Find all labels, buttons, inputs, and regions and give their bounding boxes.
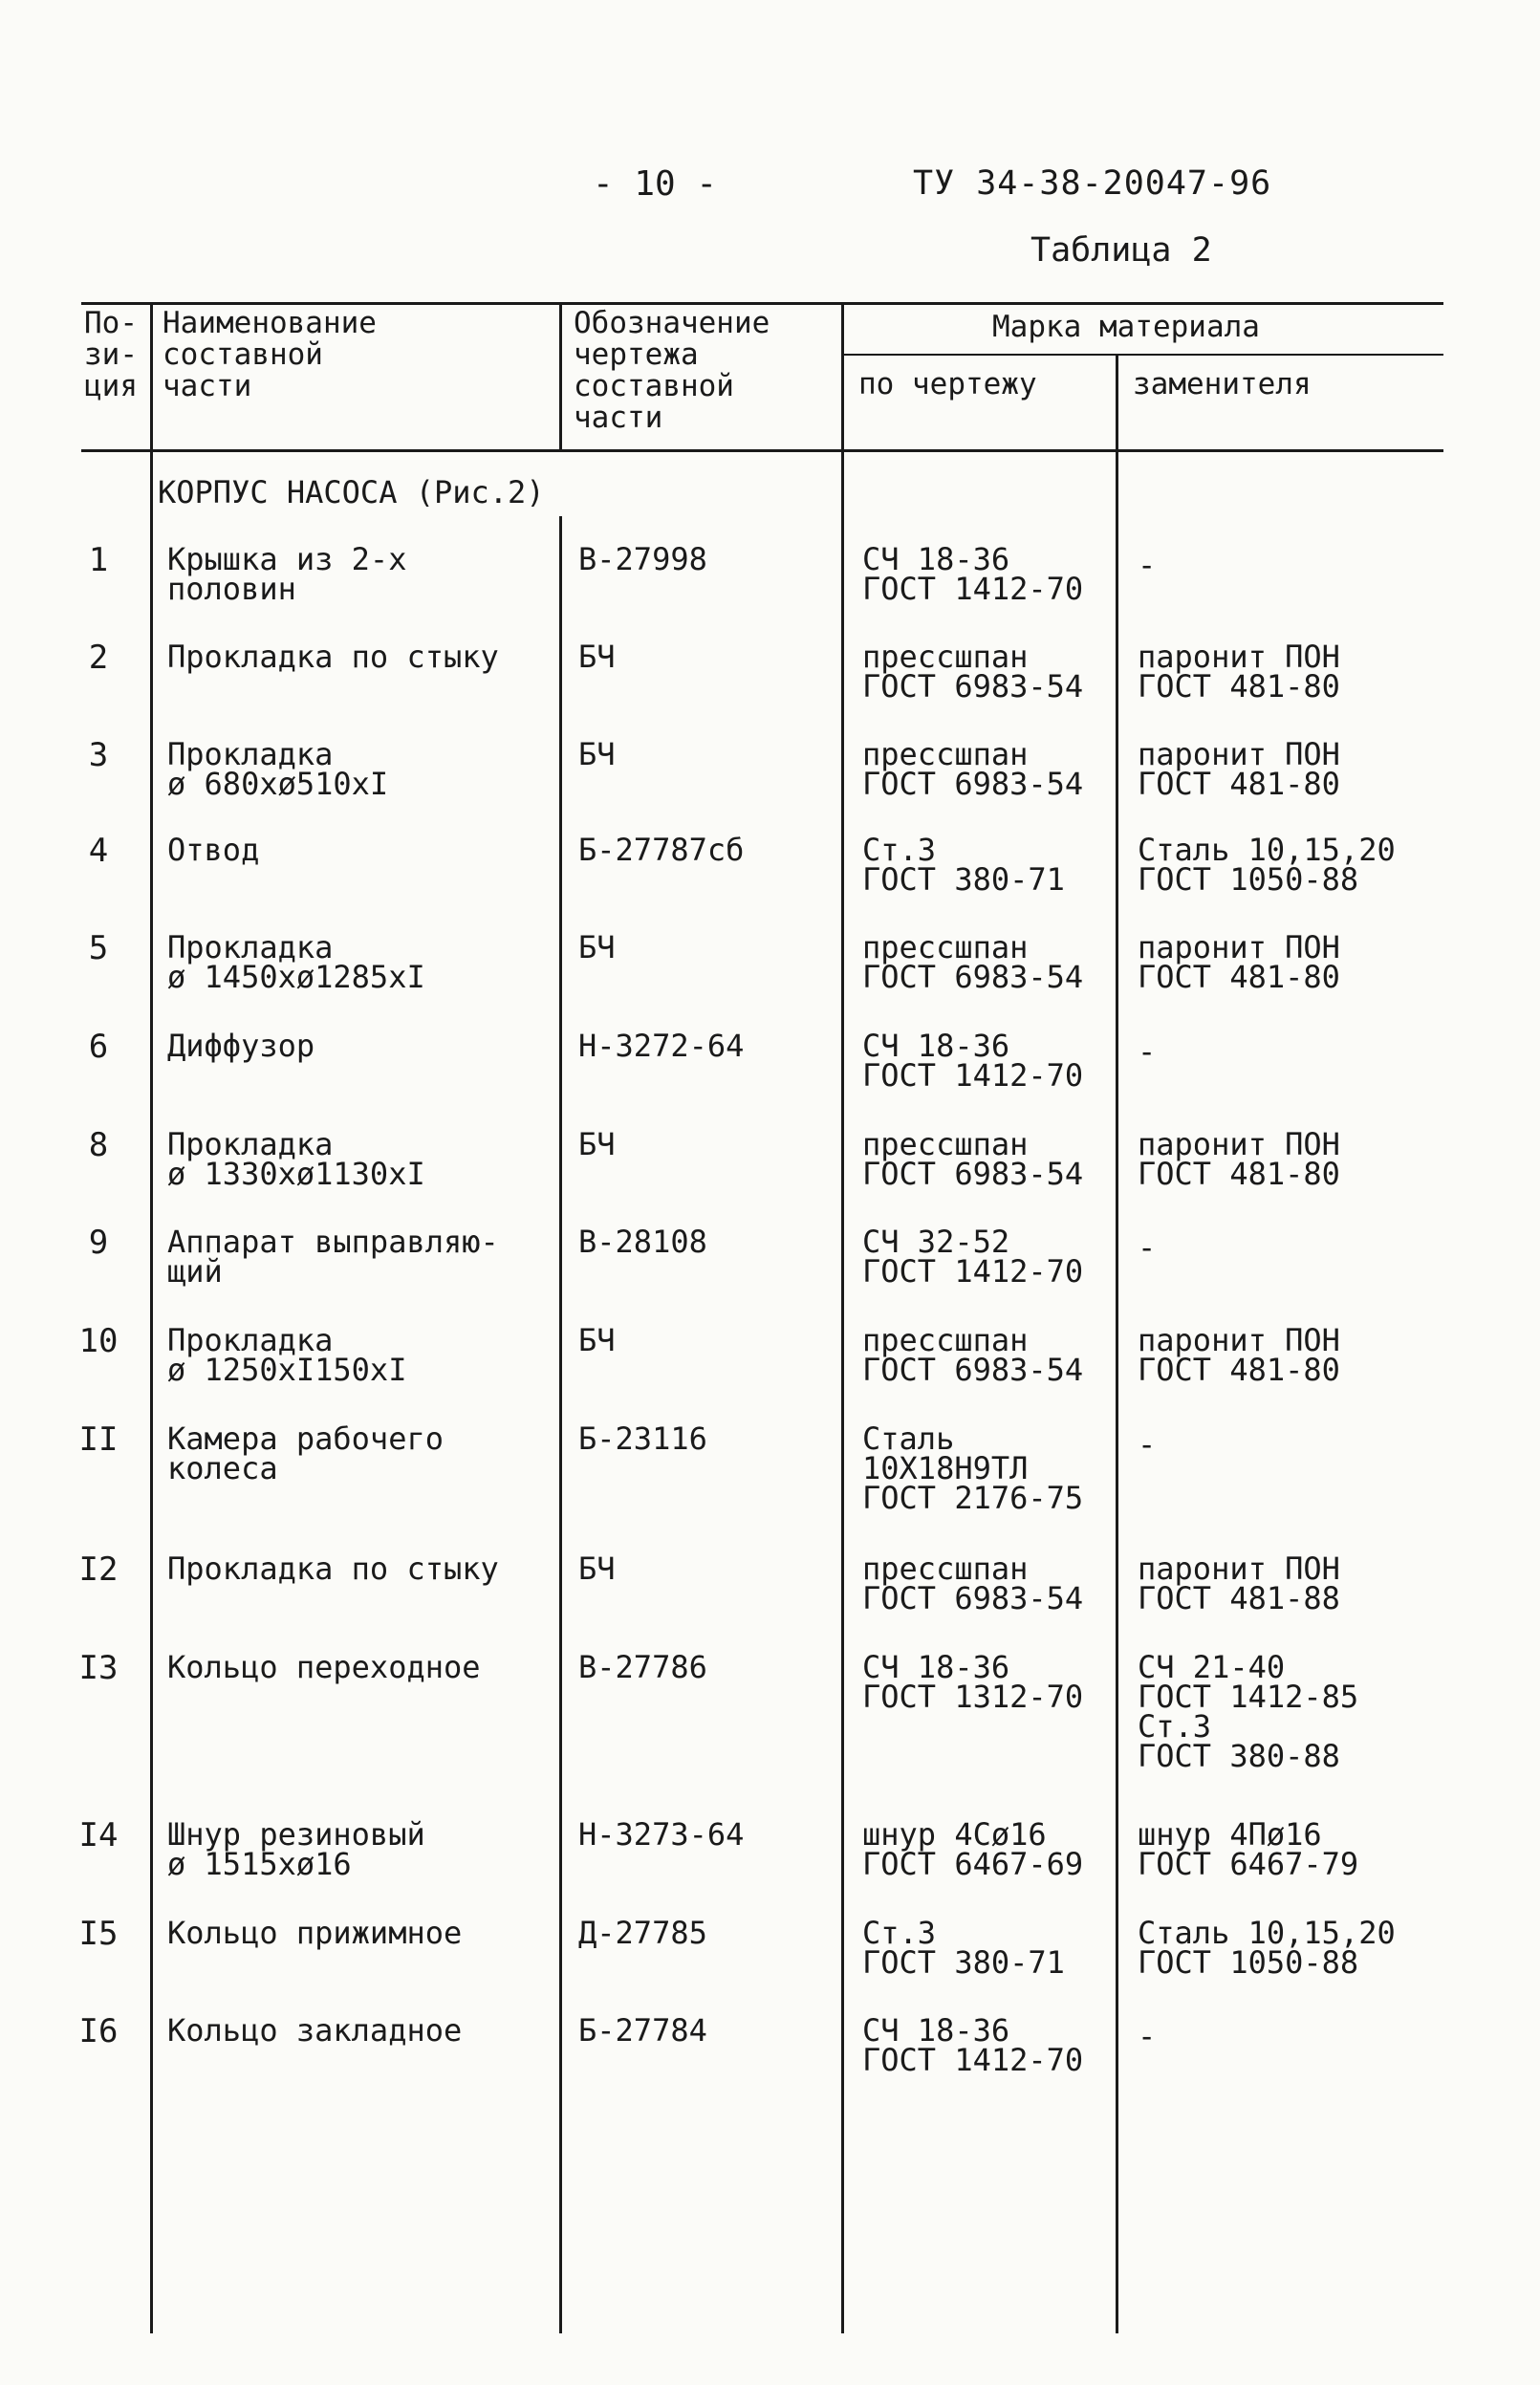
row-material: прессшпан ГОСТ 6983-54 bbox=[862, 639, 1084, 705]
row-name: Диффузор bbox=[167, 1028, 315, 1064]
row-position: I4 bbox=[78, 1816, 119, 1854]
header-substitute: заменителя bbox=[1133, 367, 1312, 401]
row-drawing: БЧ bbox=[578, 736, 616, 772]
row-substitute: Сталь 10,15,20 ГОСТ 1050-88 bbox=[1138, 1915, 1396, 1981]
row-substitute: - bbox=[1138, 547, 1157, 583]
row-substitute: паронит ПОН ГОСТ 481-80 bbox=[1138, 929, 1340, 995]
row-drawing: БЧ bbox=[578, 1550, 616, 1587]
row-drawing: БЧ bbox=[578, 929, 616, 965]
row-drawing: Б-27784 bbox=[578, 2012, 707, 2049]
row-name: Прокладка ø 1450xø1285xI bbox=[167, 929, 425, 995]
row-material: шнур 4Сø16 ГОСТ 6467-69 bbox=[862, 1816, 1084, 1882]
row-material: прессшпан ГОСТ 6983-54 bbox=[862, 1126, 1084, 1192]
row-substitute: паронит ПОН ГОСТ 481-88 bbox=[1138, 1550, 1340, 1616]
section-title: КОРПУС НАСОСА (Рис.2) bbox=[158, 474, 545, 510]
row-substitute: шнур 4Пø16 ГОСТ 6467-79 bbox=[1138, 1816, 1359, 1882]
row-drawing: Б-27787сб bbox=[578, 832, 745, 868]
row-material: СЧ 18-36 ГОСТ 1412-70 bbox=[862, 2012, 1084, 2078]
row-material: Ст.3 ГОСТ 380-71 bbox=[862, 832, 1065, 898]
row-substitute: - bbox=[1138, 2018, 1157, 2054]
row-drawing: Н-3272-64 bbox=[578, 1028, 745, 1064]
row-position: 1 bbox=[88, 541, 109, 579]
header-position: По- зи- ция bbox=[84, 306, 138, 403]
row-drawing: БЧ bbox=[578, 639, 616, 675]
row-material: СЧ 18-36 ГОСТ 1412-70 bbox=[862, 541, 1084, 607]
row-substitute: - bbox=[1138, 1229, 1157, 1266]
column-divider-3 bbox=[841, 302, 844, 2333]
row-drawing: В-28108 bbox=[578, 1224, 707, 1260]
row-name: Крышка из 2-х половин bbox=[167, 541, 407, 607]
row-material: СЧ 18-36 ГОСТ 1312-70 bbox=[862, 1649, 1084, 1715]
row-name: Аппарат выправляю- щий bbox=[167, 1224, 499, 1290]
row-material: прессшпан ГОСТ 6983-54 bbox=[862, 736, 1084, 802]
row-position: I5 bbox=[78, 1915, 119, 1953]
row-name: Прокладка ø 680xø510xI bbox=[167, 736, 389, 802]
column-divider-2 bbox=[559, 302, 562, 449]
row-material: прессшпан ГОСТ 6983-54 bbox=[862, 1322, 1084, 1388]
row-drawing: Б-23116 bbox=[578, 1420, 707, 1457]
row-position: II bbox=[78, 1420, 119, 1459]
row-name: Кольцо прижимное bbox=[167, 1915, 463, 1951]
row-drawing: БЧ bbox=[578, 1322, 616, 1358]
column-divider-2-body bbox=[559, 516, 562, 2333]
row-substitute: паронит ПОН ГОСТ 481-80 bbox=[1138, 1322, 1340, 1388]
row-material: прессшпан ГОСТ 6983-54 bbox=[862, 929, 1084, 995]
row-material: Ст.3 ГОСТ 380-71 bbox=[862, 1915, 1065, 1981]
header-by-drawing: по чертежу bbox=[858, 367, 1037, 401]
row-drawing: Д-27785 bbox=[578, 1915, 707, 1951]
table-top-border bbox=[81, 302, 1443, 305]
row-drawing: В-27786 bbox=[578, 1649, 707, 1685]
row-position: 10 bbox=[78, 1322, 119, 1360]
row-position: I2 bbox=[78, 1550, 119, 1589]
header-material: Марка материала bbox=[992, 310, 1260, 344]
row-material: Сталь 10Х18Н9ТЛ ГОСТ 2176-75 bbox=[862, 1420, 1084, 1516]
row-name: Прокладка по стыку bbox=[167, 1550, 499, 1587]
table-title: Таблица 2 bbox=[1030, 231, 1212, 270]
row-name: Отвод bbox=[167, 832, 260, 868]
row-name: Прокладка ø 1330xø1130xI bbox=[167, 1126, 425, 1192]
document-code: ТУ 34-38-20047-96 bbox=[913, 164, 1272, 203]
row-drawing: БЧ bbox=[578, 1126, 616, 1162]
row-substitute: - bbox=[1138, 1033, 1157, 1070]
row-name: Прокладка ø 1250xI150xI bbox=[167, 1322, 407, 1388]
header-bottom-border bbox=[81, 449, 1443, 452]
row-position: I3 bbox=[78, 1649, 119, 1687]
row-position: 5 bbox=[88, 929, 109, 967]
row-position: 6 bbox=[88, 1028, 109, 1066]
row-position: 4 bbox=[88, 832, 109, 870]
row-substitute: паронит ПОН ГОСТ 481-80 bbox=[1138, 736, 1340, 802]
row-position: 8 bbox=[88, 1126, 109, 1164]
row-position: 2 bbox=[88, 639, 109, 677]
row-name: Кольцо закладное bbox=[167, 2012, 463, 2049]
page-number: - 10 - bbox=[593, 164, 718, 204]
row-substitute: Сталь 10,15,20 ГОСТ 1050-88 bbox=[1138, 832, 1396, 898]
row-name: Шнур резиновый ø 1515xø16 bbox=[167, 1816, 425, 1882]
material-subheader-border bbox=[841, 354, 1443, 356]
column-divider-1 bbox=[150, 302, 153, 2333]
header-drawing: Обозначение чертежа составной части bbox=[574, 306, 770, 435]
row-material: СЧ 18-36 ГОСТ 1412-70 bbox=[862, 1028, 1084, 1094]
row-position: 3 bbox=[88, 736, 109, 774]
row-name: Кольцо переходное bbox=[167, 1649, 481, 1685]
row-substitute: - bbox=[1138, 1426, 1157, 1463]
row-substitute: паронит ПОН ГОСТ 481-80 bbox=[1138, 639, 1340, 705]
row-material: прессшпан ГОСТ 6983-54 bbox=[862, 1550, 1084, 1616]
row-name: Камера рабочего колеса bbox=[167, 1420, 444, 1486]
row-substitute: СЧ 21-40 ГОСТ 1412-85 Ст.3 ГОСТ 380-88 bbox=[1138, 1649, 1359, 1774]
row-position: 9 bbox=[88, 1224, 109, 1262]
row-substitute: паронит ПОН ГОСТ 481-80 bbox=[1138, 1126, 1340, 1192]
row-drawing: В-27998 bbox=[578, 541, 707, 577]
row-drawing: Н-3273-64 bbox=[578, 1816, 745, 1853]
column-divider-4 bbox=[1116, 354, 1118, 2333]
row-position: I6 bbox=[78, 2012, 119, 2050]
row-material: СЧ 32-52 ГОСТ 1412-70 bbox=[862, 1224, 1084, 1290]
row-name: Прокладка по стыку bbox=[167, 639, 499, 675]
header-name: Наименование составной части bbox=[163, 306, 377, 403]
